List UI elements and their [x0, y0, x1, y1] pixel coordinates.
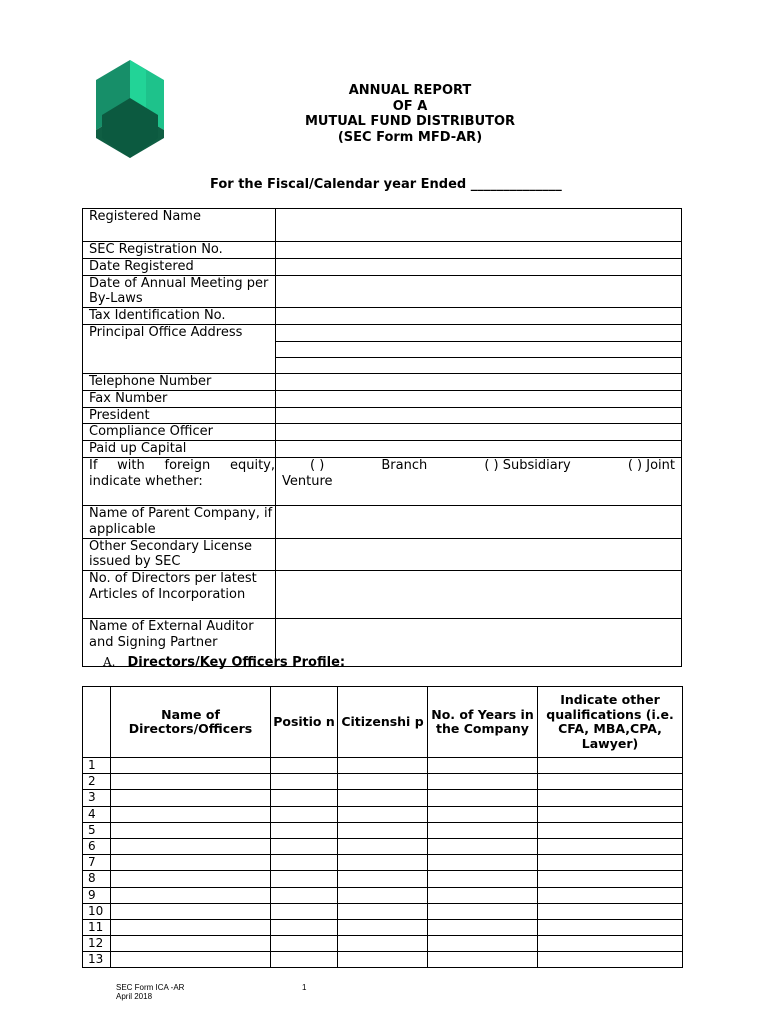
years-cell[interactable] [428, 936, 538, 952]
citizenship-cell[interactable] [338, 855, 428, 871]
position-cell[interactable] [271, 774, 338, 790]
row-label: Name of External Auditor and Signing Partner [83, 619, 276, 667]
row-label: Principal Office Address [83, 324, 276, 373]
qualifications-cell[interactable] [538, 790, 683, 806]
citizenship-cell[interactable] [338, 822, 428, 838]
row-label: Name of Parent Company, if applicable [83, 505, 276, 538]
date-registered-field[interactable] [276, 258, 682, 275]
row-number: 12 [83, 936, 111, 952]
office-address-field[interactable] [276, 324, 682, 373]
paid-up-capital-field[interactable] [276, 441, 682, 458]
row-label: Paid up Capital [83, 441, 276, 458]
name-cell[interactable] [111, 822, 271, 838]
qualifications-cell[interactable] [538, 919, 683, 935]
row-label: Compliance Officer [83, 424, 276, 441]
qualifications-cell[interactable] [538, 758, 683, 774]
name-cell[interactable] [111, 806, 271, 822]
report-title [250, 83, 570, 145]
citizenship-cell[interactable] [338, 887, 428, 903]
row-label: No. of Directors per latest Articles of Incorporation [83, 571, 276, 619]
table-row [83, 790, 683, 806]
position-cell[interactable] [271, 919, 338, 935]
years-cell[interactable] [428, 919, 538, 935]
qualifications-cell[interactable] [538, 936, 683, 952]
row-number: 10 [83, 903, 111, 919]
row-number: 11 [83, 919, 111, 935]
joint-option[interactable]: ( ) Joint [627, 457, 675, 473]
title-line: (SEC Form MFD-AR) [337, 129, 483, 145]
row-number: 9 [83, 887, 111, 903]
form-code: SEC Form ICA -AR [116, 983, 185, 992]
row-number: 4 [83, 806, 111, 822]
name-cell[interactable] [111, 871, 271, 887]
table-row [83, 952, 683, 968]
table-row [83, 903, 683, 919]
citizenship-cell[interactable] [338, 936, 428, 952]
col-number [83, 687, 111, 758]
sec-logo [96, 60, 164, 158]
parent-company-field[interactable] [276, 505, 682, 538]
row-label: Date Registered [83, 258, 276, 275]
venture-checkbox[interactable]: ( ) [310, 457, 325, 473]
name-cell[interactable] [111, 919, 271, 935]
compliance-officer-field[interactable] [276, 424, 682, 441]
name-cell[interactable] [111, 952, 271, 968]
years-cell[interactable] [428, 855, 538, 871]
col-citizenship: Citizenshi p [338, 687, 428, 758]
years-cell[interactable] [428, 806, 538, 822]
citizenship-cell[interactable] [338, 838, 428, 854]
citizenship-cell[interactable] [338, 774, 428, 790]
row-number: 1 [83, 758, 111, 774]
position-cell[interactable] [271, 758, 338, 774]
years-cell[interactable] [428, 774, 538, 790]
citizenship-cell[interactable] [338, 952, 428, 968]
row-number: 5 [83, 822, 111, 838]
title-line: MUTUAL FUND DISTRIBUTOR [304, 114, 516, 129]
secondary-license-field[interactable] [276, 538, 682, 571]
directors-table [82, 686, 683, 968]
name-cell[interactable] [111, 936, 271, 952]
title-line: ANNUAL REPORT [348, 83, 472, 98]
section-title: Directors/Key Officers Profile: [127, 655, 346, 670]
row-label: Registered Name [83, 209, 276, 242]
citizenship-cell[interactable] [338, 758, 428, 774]
qualifications-cell[interactable] [538, 838, 683, 854]
qualifications-cell[interactable] [538, 855, 683, 871]
registration-table [82, 208, 682, 667]
col-years: No. of Years in the Company [428, 687, 538, 758]
row-label: Other Secondary License issued by SEC [83, 538, 276, 571]
row-label: If with foreign equity, indicate whether: [83, 457, 276, 505]
telephone-field[interactable] [276, 373, 682, 390]
president-field[interactable] [276, 407, 682, 424]
position-cell[interactable] [271, 790, 338, 806]
name-cell[interactable] [111, 774, 271, 790]
table-row [83, 936, 683, 952]
table-row [83, 806, 683, 822]
position-cell[interactable] [271, 903, 338, 919]
name-cell[interactable] [111, 887, 271, 903]
page-number: 1 [302, 983, 307, 992]
qualifications-cell[interactable] [538, 871, 683, 887]
position-cell[interactable] [271, 887, 338, 903]
years-cell[interactable] [428, 758, 538, 774]
directors-rows [83, 758, 683, 968]
name-cell[interactable] [111, 790, 271, 806]
table-row [83, 887, 683, 903]
position-cell[interactable] [271, 806, 338, 822]
annual-meeting-field[interactable] [276, 275, 682, 308]
name-cell[interactable] [111, 838, 271, 854]
name-cell[interactable] [111, 855, 271, 871]
position-cell[interactable] [271, 855, 338, 871]
row-label: Telephone Number [83, 373, 276, 390]
position-cell[interactable] [271, 952, 338, 968]
col-qualifications: Indicate other qualifications (i.e. CFA, MBA,CPA, Lawyer) [538, 687, 683, 758]
qualifications-cell[interactable] [538, 952, 683, 968]
name-cell[interactable] [111, 903, 271, 919]
form-footer [116, 983, 184, 1001]
position-cell[interactable] [271, 822, 338, 838]
title-line: OF A [392, 98, 428, 114]
section-a-heading [103, 655, 345, 670]
col-name: Name of Directors/Officers [111, 687, 271, 758]
row-label: Date of Annual Meeting per By-Laws [83, 275, 276, 308]
branch-option[interactable]: Branch [381, 457, 428, 473]
row-label: Fax Number [83, 390, 276, 407]
citizenship-cell[interactable] [338, 790, 428, 806]
form-date: April 2018 [116, 992, 153, 1001]
row-label: Tax Identification No. [83, 308, 276, 325]
table-row [83, 774, 683, 790]
position-cell[interactable] [271, 871, 338, 887]
years-cell[interactable] [428, 887, 538, 903]
fax-field[interactable] [276, 390, 682, 407]
row-number: 2 [83, 774, 111, 790]
col-position: Positio n [271, 687, 338, 758]
qualifications-cell[interactable] [538, 822, 683, 838]
section-letter: A. [103, 655, 116, 669]
citizenship-cell[interactable] [338, 871, 428, 887]
row-number: 7 [83, 855, 111, 871]
table-row [83, 838, 683, 854]
position-cell[interactable] [271, 838, 338, 854]
table-row [83, 822, 683, 838]
citizenship-cell[interactable] [338, 919, 428, 935]
position-cell[interactable] [271, 936, 338, 952]
years-cell[interactable] [428, 838, 538, 854]
years-cell[interactable] [428, 822, 538, 838]
row-number: 13 [83, 952, 111, 968]
qualifications-cell[interactable] [538, 903, 683, 919]
qualifications-cell[interactable] [538, 774, 683, 790]
venture-label: Venture [282, 473, 333, 489]
row-label: President [83, 407, 276, 424]
years-cell[interactable] [428, 952, 538, 968]
qualifications-cell[interactable] [538, 806, 683, 822]
fiscal-year-label: For the Fiscal/Calendar year Ended ______________ [210, 177, 562, 192]
name-cell[interactable] [111, 758, 271, 774]
registered-name-field[interactable] [276, 209, 682, 242]
row-label: SEC Registration No. [83, 242, 276, 259]
tin-field[interactable] [276, 308, 682, 325]
foreign-equity-options [276, 457, 682, 505]
subsidiary-option[interactable]: ( ) Subsidiary [484, 457, 571, 473]
table-row [83, 919, 683, 935]
table-row [83, 855, 683, 871]
row-number: 6 [83, 838, 111, 854]
citizenship-cell[interactable] [338, 903, 428, 919]
directors-count-field[interactable] [276, 571, 682, 619]
years-cell[interactable] [428, 903, 538, 919]
years-cell[interactable] [428, 871, 538, 887]
table-row [83, 871, 683, 887]
row-number: 8 [83, 871, 111, 887]
years-cell[interactable] [428, 790, 538, 806]
qualifications-cell[interactable] [538, 887, 683, 903]
row-number: 3 [83, 790, 111, 806]
table-row [83, 758, 683, 774]
sec-registration-field[interactable] [276, 242, 682, 259]
citizenship-cell[interactable] [338, 806, 428, 822]
